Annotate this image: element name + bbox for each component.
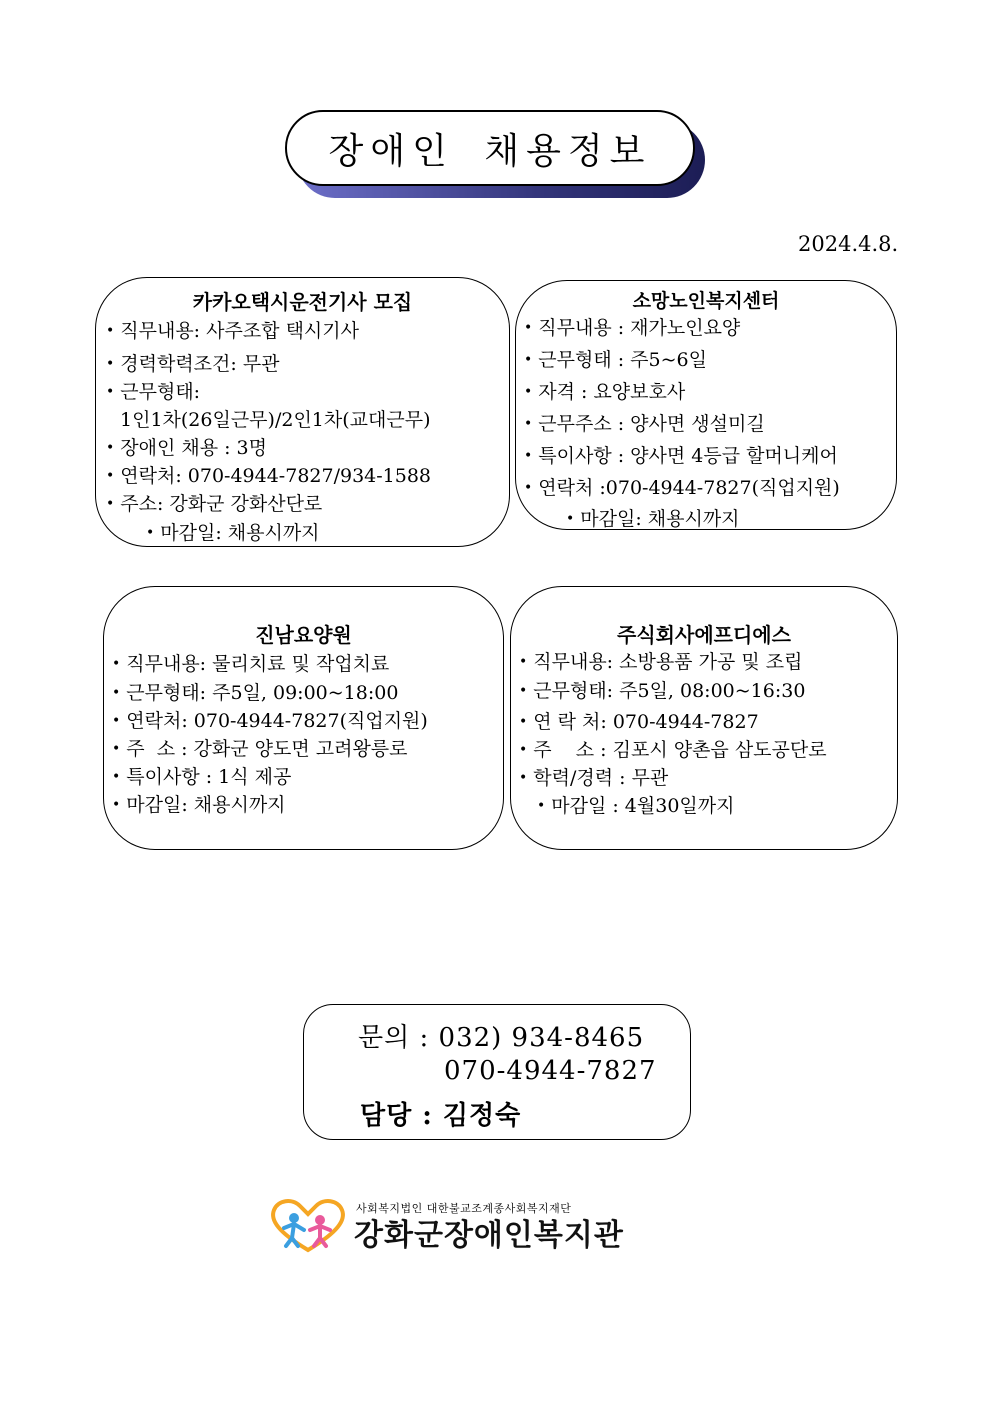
bullet-icon: • — [537, 798, 546, 814]
bullet-icon: • — [112, 713, 121, 729]
job-line: • 근무형태 : 주5~6일 — [524, 349, 707, 371]
job-line: • 특이사항 : 양사면 4등급 할머니케어 — [524, 445, 838, 467]
job-line: • 직무내용 : 재가노인요양 — [524, 317, 741, 339]
job-card-fds — [510, 586, 898, 850]
bullet-icon: • — [524, 384, 533, 400]
card-title: 소망노인복지센터 — [632, 290, 780, 312]
heart-people-logo-icon — [268, 1198, 348, 1254]
job-line: • 연 락 처: 070-4944-7827 — [519, 711, 759, 733]
bullet-icon: • — [566, 511, 575, 527]
bullet-icon: • — [146, 525, 155, 541]
bullet-icon: • — [112, 656, 121, 672]
job-line: • 연락처: 070-4944-7827(직업지원) — [112, 710, 428, 732]
bullet-icon: • — [106, 356, 115, 372]
job-line: • 근무형태: — [106, 381, 201, 403]
job-line: • 주 소 : 김포시 양촌읍 삼도공단로 — [519, 739, 827, 761]
card-title: 주식회사에프디에스 — [617, 623, 791, 647]
logo-name: 강화군장애인복지관 — [354, 1218, 624, 1253]
job-line: • 직무내용: 물리치료 및 작업치료 — [112, 653, 390, 675]
bullet-icon: • — [112, 769, 121, 785]
bullet-icon: • — [106, 440, 115, 456]
bullet-icon: • — [106, 323, 115, 339]
title-box — [285, 110, 695, 186]
job-line: • 주소: 강화군 강화산단로 — [106, 493, 323, 515]
card-title: 카카오택시운전기사 모집 — [192, 290, 413, 314]
bullet-icon: • — [524, 448, 533, 464]
bullet-icon: • — [112, 685, 121, 701]
contact-person: 담당 : 김정숙 — [360, 1101, 522, 1131]
page-title: 장애인 채용정보 — [328, 130, 652, 172]
bullet-icon: • — [519, 683, 528, 699]
logo-subtitle: 사회복지법인 대한불교조계종사회복지재단 — [356, 1202, 572, 1215]
job-line: • 장애인 채용 : 3명 — [106, 437, 267, 459]
bullet-icon: • — [112, 797, 121, 813]
job-line: • 연락처 :070-4944-7827(직업지원) — [524, 477, 840, 499]
document-date: 2024.4.8. — [798, 232, 899, 256]
bullet-icon: • — [112, 741, 121, 757]
job-line: 1인1차(26일근무)/2인1차(교대근무) — [120, 409, 431, 431]
contact-phone-1: 문의 : 032) 934-8465 — [358, 1023, 645, 1053]
bullet-icon: • — [524, 416, 533, 432]
job-line: • 근무주소 : 양사면 생설미길 — [524, 413, 765, 435]
organization-logo — [268, 1196, 678, 1256]
job-line: • 경력학력조건: 무관 — [106, 353, 280, 375]
bullet-icon: • — [106, 468, 115, 484]
job-line: • 마감일: 채용시까지 — [566, 508, 740, 530]
job-line: • 연락처: 070-4944-7827/934-1588 — [106, 465, 432, 487]
job-line: • 특이사항 : 1식 제공 — [112, 766, 292, 788]
bullet-icon: • — [106, 496, 115, 512]
job-line: • 직무내용: 소방용품 가공 및 조립 — [519, 651, 803, 673]
contact-box — [303, 1004, 691, 1140]
job-line: • 자격 : 요양보호사 — [524, 381, 686, 403]
job-line: • 마감일: 채용시까지 — [146, 522, 320, 544]
job-line: • 학력/경력 : 무관 — [519, 767, 669, 789]
bullet-icon: • — [519, 714, 528, 730]
bullet-icon: • — [524, 352, 533, 368]
job-card-jinnam — [103, 586, 504, 850]
job-line: • 근무형태: 주5일, 08:00~16:30 — [519, 680, 806, 702]
job-card-somang — [515, 280, 897, 530]
job-line: • 마감일 : 4월30일까지 — [537, 795, 735, 817]
job-line: • 직무내용: 사주조합 택시기사 — [106, 320, 359, 342]
bullet-icon: • — [519, 654, 528, 670]
bullet-icon: • — [524, 320, 533, 336]
bullet-icon: • — [524, 480, 533, 496]
bullet-icon: • — [106, 384, 115, 400]
card-title: 진남요양원 — [255, 623, 352, 647]
bullet-icon: • — [519, 770, 528, 786]
job-line: • 마감일: 채용시까지 — [112, 794, 286, 816]
job-line: • 근무형태: 주5일, 09:00~18:00 — [112, 682, 399, 704]
job-line: • 주 소 : 강화군 양도면 고려왕릉로 — [112, 738, 408, 760]
job-card-kakao-taxi — [95, 277, 510, 547]
contact-phone-2: 070-4944-7827 — [444, 1056, 657, 1086]
bullet-icon: • — [519, 742, 528, 758]
